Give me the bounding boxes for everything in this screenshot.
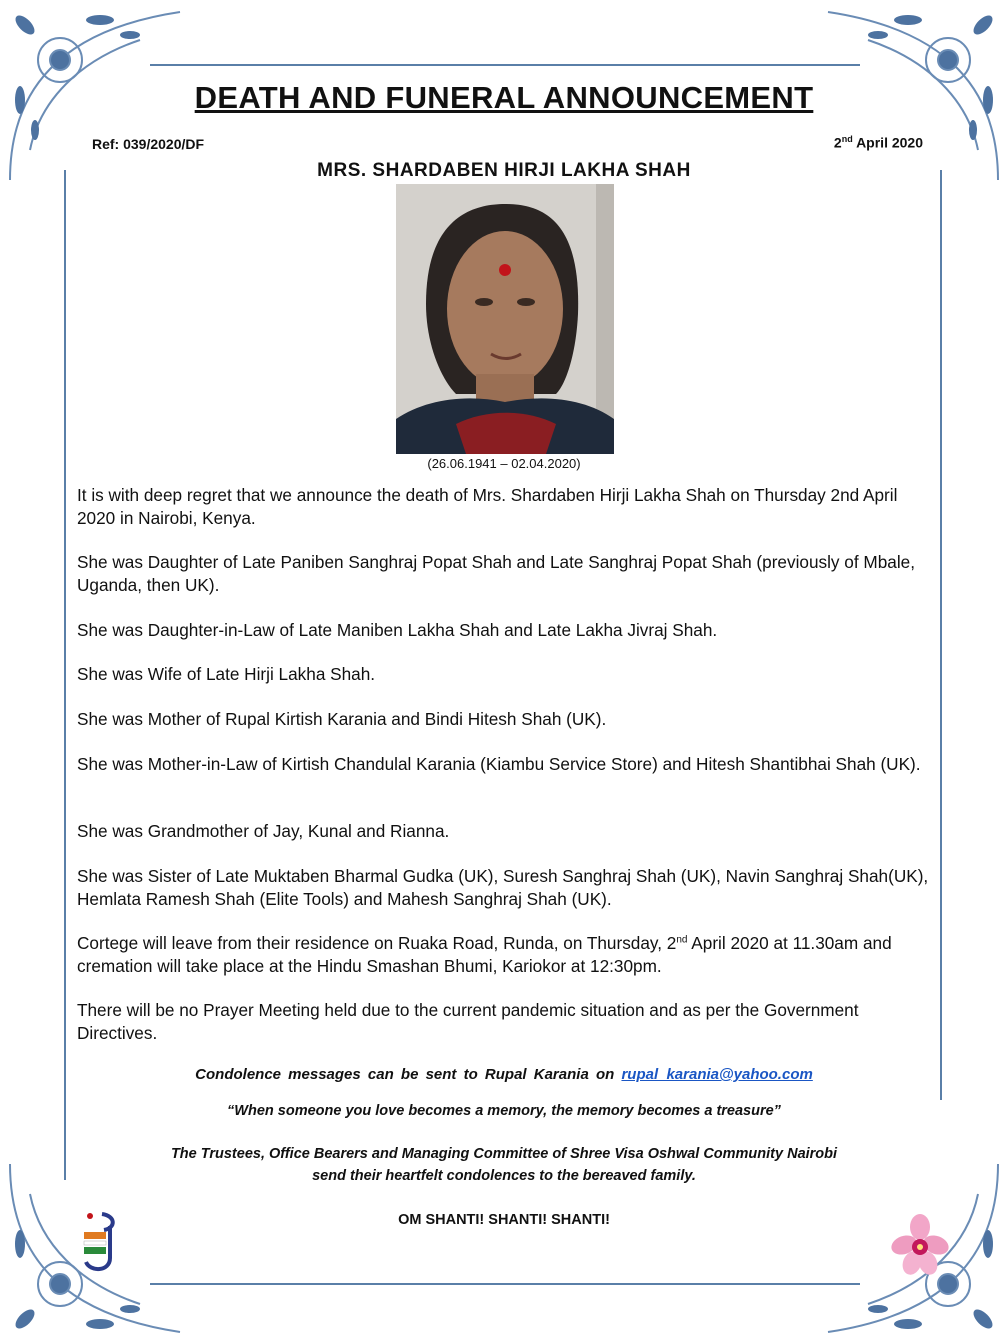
frame-top-line — [150, 64, 860, 66]
deceased-name: MRS. SHARDABEN HIRJI LAKHA SHAH — [317, 160, 691, 181]
om-shanti-text: OM SHANTI! SHANTI! SHANTI! — [398, 1212, 610, 1228]
paragraph-cortege: Cortege will leave from their residence on Ruaka Road, Runda, on Thursday, 2nd April 2020 at 11.30am and cremation will take place at the Hindu Smashan Bhumi, Kariokor at 12:30pm. — [77, 933, 892, 976]
page-title: DEATH AND FUNERAL ANNOUNCEMENT — [194, 80, 814, 115]
email-link[interactable]: rupal_karania@yahoo.com — [621, 1066, 813, 1083]
trustees-message — [0, 1143, 1008, 1187]
reference-number: Ref: 039/2020/DF — [92, 136, 205, 152]
trustees-line-2: send their heartfelt condolences to the bereaved family. — [312, 1168, 696, 1184]
orchid-flower-icon — [890, 1213, 950, 1279]
trustees-line-1: The Trustees, Office Bearers and Managing Committee of Shree Visa Oshwal Community Nairobi — [170, 1146, 838, 1162]
paragraph-death-notice: It is with deep regret that we announce the death of Mrs. Shardaben Hirji Lakha Shah on Thursday 2nd April 2020 in Nairobi, Kenya. — [77, 485, 898, 528]
frame-right-line — [940, 170, 942, 1100]
portrait-photo — [396, 184, 614, 454]
paragraph-in-laws: She was Daughter-in-Law of Late Maniben Lakha Shah and Late Lakha Jivraj Shah. — [77, 620, 718, 640]
paragraph-children-in-law: She was Mother-in-Law of Kirtish Chandulal Karania (Kiambu Service Store) and Hitesh Shantibhai Shah (UK). — [77, 754, 921, 774]
paragraph-husband: She was Wife of Late Hirji Lakha Shah. — [77, 664, 376, 684]
frame-left-line — [64, 170, 66, 1180]
announcement-date: 2nd April 2020 — [833, 134, 923, 151]
paragraph-parents: She was Daughter of Late Paniben Sanghraj Popat Shah and Late Sanghraj Popat Shah (previously of Mbale, Uganda, then UK). — [77, 552, 915, 595]
paragraph-siblings: She was Sister of Late Muktaben Bharmal Gudka (UK), Suresh Sanghraj Shah (UK), Navin Sanghraj Shah(UK), Hemlata Ramesh Shah (Elite Tools) and Mahesh Sanghraj Shah (UK). — [77, 866, 929, 909]
condolence-line: Condolence messages can be sent to Rupal Karania on rupal_karania@yahoo.com — [195, 1066, 813, 1083]
paragraph-prayer-meeting: There will be no Prayer Meeting held due to the current pandemic situation and as per the Government Directives. — [77, 1000, 859, 1043]
life-dates-caption: (26.06.1941 – 02.04.2020) — [427, 456, 581, 471]
community-logo-icon — [80, 1206, 120, 1276]
memorial-quote: “When someone you love becomes a memory, the memory becomes a treasure” — [227, 1103, 781, 1119]
frame-bottom-line — [150, 1283, 860, 1285]
paragraph-grandchildren: She was Grandmother of Jay, Kunal and Rianna. — [77, 821, 450, 841]
paragraph-children: She was Mother of Rupal Kirtish Karania and Bindi Hitesh Shah (UK). — [77, 709, 607, 729]
